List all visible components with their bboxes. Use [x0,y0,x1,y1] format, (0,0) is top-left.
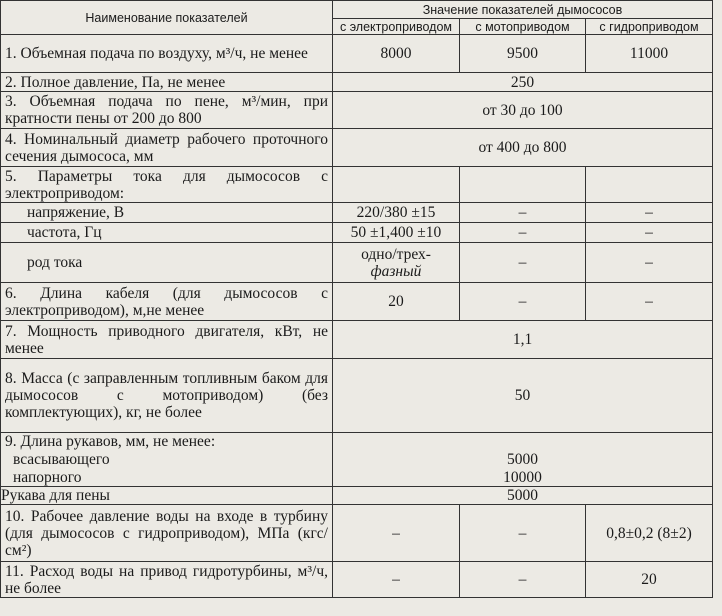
dash-cell: – [586,243,713,283]
row-7-name: 7. Мощность приводного двигателя, кВт, не менее [1,321,333,359]
row-1-electric: 8000 [333,35,460,73]
dash-cell: – [460,223,586,243]
header-values: Значение показателей дымососов [333,1,713,19]
row-9-name: 9. Длина рукавов, мм, не менее: [1,433,333,451]
row-9b-name: Рукава для пены [1,487,333,505]
row-10-hydro: 0,8±0,2 (8±2) [586,505,713,562]
dash-cell: – [586,283,713,321]
row-9-pressure-label: напорного [1,469,333,487]
row-8-value: 50 [333,359,713,433]
row-5-kind-label: род тока [1,243,333,283]
header-hydro: с гидроприводом [586,19,713,35]
dash-cell: – [460,243,586,283]
row-5-name: 5. Параметры тока для дымососов с электроприводом: [1,167,333,203]
dash-cell: – [333,505,460,562]
dash-cell: – [460,203,586,223]
row-4-value: от 400 до 800 [333,129,713,167]
dash-cell: – [333,562,460,598]
row-5-kind-value-1: одно/трех- [361,245,431,263]
row-5-freq-value: 50 ±1,400 ±10 [333,223,460,243]
row-7-value: 1,1 [333,321,713,359]
header-name: Наименование показателей [1,1,333,35]
row-4-name: 4. Номинальный диаметр рабочего проточного сечения дымососа, мм [1,129,333,167]
dash-cell: – [586,223,713,243]
table-row [1,203,713,223]
table-row [1,433,713,451]
table-row [1,283,713,321]
table-row [1,562,713,598]
row-9-suction-label: всасывающего [1,451,333,469]
row-2-name: 2. Полное давление, Па, не менее [1,73,333,92]
table-row [1,505,713,562]
row-10-name: 10. Рабочее давление воды на входе в турбину (для дымососов с гидроприводом), МПа (кгс/см²) [1,505,333,562]
table-row [1,129,713,167]
row-11-name: 11. Расход воды на привод гидротурбины, м³/ч, не более [1,562,333,598]
dash-cell: – [460,505,586,562]
row-6-name: 6. Длина кабеля (для дымососов с электроприводом), м,не менее [1,283,333,321]
row-2-value: 250 [333,73,713,92]
dash-cell: – [586,203,713,223]
table-row [1,35,713,73]
table-row [1,487,713,505]
row-5-kind-value-2: фазный [370,262,422,280]
table-row [1,223,713,243]
header-motor: с мотоприводом [460,19,586,35]
row-5-freq-label: частота, Гц [1,223,333,243]
table-row [1,469,713,487]
row-8-name: 8. Масса (с заправленным топливным баком для дымососов с мотоприводом) (без комплектующих), кг, не более [1,359,333,433]
row-5-voltage-value: 220/380 ±15 [333,203,460,223]
row-11-hydro: 20 [586,562,713,598]
table-row [1,243,713,283]
row-1-motor: 9500 [460,35,586,73]
row-3-name: 3. Объемная подача по пене, м³/мин, при кратности пены от 200 до 800 [1,92,333,129]
row-3-value: от 30 до 100 [333,92,713,129]
header-electric: с электроприводом [333,19,460,35]
row-1-name: 1. Объемная подача по воздуху, м³/ч, не менее [1,35,333,73]
row-5-kind-value [333,243,460,283]
row-6-electric: 20 [333,283,460,321]
row-9-pressure-value: 10000 [333,469,713,487]
table-row [1,451,713,469]
table-row [1,73,713,92]
dash-cell: – [460,283,586,321]
table-row [1,92,713,129]
row-9-suction-value: 5000 [333,451,713,469]
row-9b-value: 5000 [333,487,713,505]
row-5-voltage-label: напряжение, В [1,203,333,223]
table-row [1,321,713,359]
table-row [1,359,713,433]
table-row [1,167,713,203]
dash-cell: – [460,562,586,598]
row-1-hydro: 11000 [586,35,713,73]
